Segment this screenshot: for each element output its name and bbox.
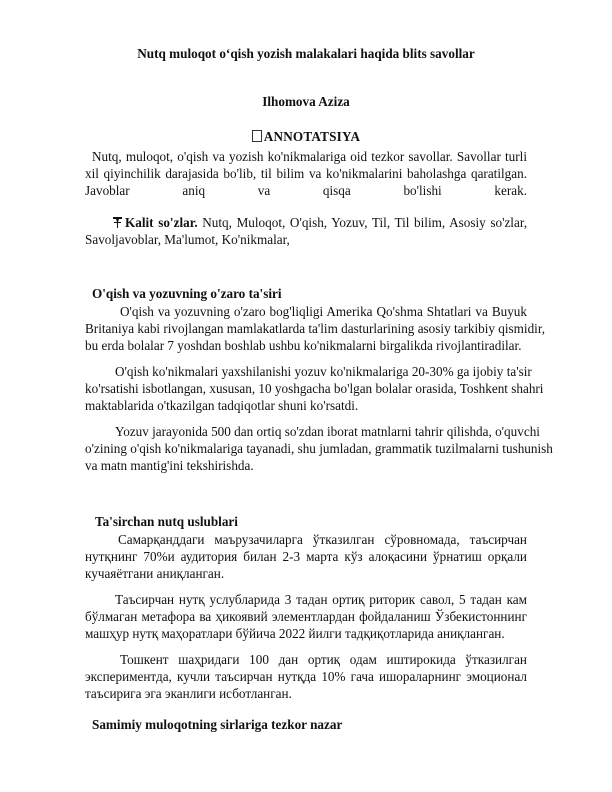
paragraph-line: O'qish va yozuvning o'zaro bog'liqligi Amerika Qo'shma Shtatlari va Buyuk (120, 304, 527, 319)
keywords-list: Nutq, Muloqot, O'qish, Yozuv, Til, Til bilim, Asosiy so'zlar, (197, 215, 527, 230)
paragraph-line: Таъсирчан нутқ услубларида 3 тадан ортиқ риторик савол, 5 тадан кам (115, 592, 527, 607)
paragraph-line: Yozuv jarayonida 500 dan ortiq so'zdan iborat matnlarni tahrir qilishda, o'quvchi (115, 424, 540, 439)
document-title: Nutq muloqot o‘qish yozish malakalari haqida blits savollar (137, 46, 475, 61)
annotation-heading-text: ANNOTATSIYA (263, 129, 361, 144)
section-heading: Ta'sirchan nutq uslublari (95, 514, 238, 529)
pushpin-icon (113, 217, 122, 228)
keywords-line (113, 214, 527, 231)
paragraph-line: бўлмаган метафора ва ҳикоявий элементлардан фойдаланиш Ўзбекистоннинг (85, 609, 527, 624)
annotation-heading (0, 129, 612, 145)
annotation-line: xil qiyinchilik darajasida bo'lib, til bilim va ko'nikmalarini baholashga qaratilgan. (85, 166, 527, 181)
paragraph-line: Britaniya kabi rivojlangan mamlakatlarda ta'lim dasturlarining asosiy tarkibiy qismidir, (85, 321, 546, 336)
paragraph-line: ko'rsatishi isbotlangan, xususan, 10 yoshgacha bo'lgan bolalar orasida, Toshkent shahri (85, 381, 544, 396)
paragraph-line: машҳур нутқ маҳоратлари бўйича 2022 йилги тадқиқотларида аниқланган. (85, 626, 505, 641)
keywords-line: Savoljavoblar, Ma'lumot, Ko'nikmalar, (85, 232, 290, 247)
paragraph-line: o'zining o'qish ko'nikmalariga tayanadi, shu jumladan, grammatik tuzilmalarni tushunish (85, 441, 553, 456)
paragraph-line: нутқнинг 70%и аудитория билан 2-3 марта кўз алоқасини ўрнатиш орқали (85, 549, 527, 564)
paragraph-line: кучаяётгани аниқланган. (85, 566, 225, 581)
paragraph-line: bu erda bolalar 7 yoshdan boshlab ushbu ko'nikmalarni birgalikda rivojlantiradilar. (85, 338, 522, 353)
annotation-line: Javoblar aniq va qisqa bo'lishi kerak. (85, 183, 527, 198)
paragraph-line: таъсирига эга эканлиги исботланган. (85, 686, 292, 701)
paragraph-line: Тошкент шаҳридаги 100 дан ортиқ одам иштирокида ўтказилган (120, 652, 527, 667)
section-heading: Samimiy muloqotning sirlariga tezkor nazar (92, 717, 343, 732)
paragraph-line: Самарқанддаги маърузачиларга ўтказилган сўровномада, таъсирчан (118, 532, 527, 547)
paragraph-line: va matn mantig'ini tekshirishda. (85, 458, 254, 473)
keywords-label: Kalit so'zlar. (125, 215, 198, 230)
paragraph-line: maktablarida o'tkazilgan tadqiqotlar shuni ko'rsatdi. (85, 398, 359, 413)
paragraph-line: экспериментда, кучли таъсирчан нутқда 10% гача ишораларнинг эмоционал (85, 669, 527, 684)
paragraph-line: O'qish ko'nikmalari yaxshilanishi yozuv ko'nikmalariga 20-30% ga ijobiy ta'sir (115, 364, 532, 379)
missing-glyph-icon (252, 130, 262, 142)
section-heading: O'qish va yozuvning o'zaro ta'siri (92, 286, 282, 301)
annotation-line: Nutq, muloqot, o'qish va yozish ko'nikmalariga oid tezkor savollar. Savollar turli (92, 149, 527, 164)
author-name: Ilhomova Aziza (262, 94, 350, 109)
